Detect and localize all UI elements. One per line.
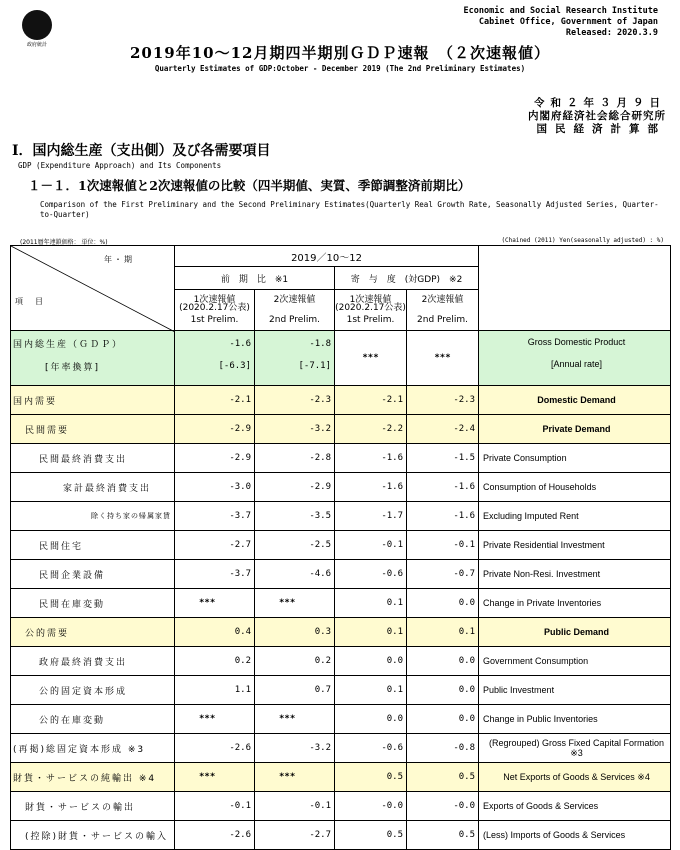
quarter-header: 2019／10～12 (175, 246, 479, 267)
second-prelim-en: 2nd Prelim. (269, 315, 320, 325)
row-value-c2: 0.1 (407, 618, 479, 647)
row-value-q1: -3.7 (175, 502, 255, 531)
row-label-en: (Regrouped) Gross Fixed Capital Formation ※3 (479, 734, 671, 763)
item-label: 項 目 (15, 297, 45, 306)
row-value-c1: -1.6 (335, 473, 407, 502)
table-row (11, 734, 671, 763)
table-row (11, 415, 671, 444)
row-label-jp: 政府最終消費支出 (11, 647, 175, 676)
gdp-label-jp: 国内総生産（ＧＤＰ） (13, 340, 124, 350)
gdp-annual-second: [-7.1] (298, 361, 331, 371)
row-label-en: Exports of Goods & Services (479, 792, 671, 821)
period-label: 年・期 (104, 255, 134, 264)
row-label-jp: (再掲)総固定資本形成 ※3 (11, 734, 175, 763)
gdp-annual-en: [Annual rate] (551, 359, 603, 369)
row-value-c1: 0.1 (335, 618, 407, 647)
row-value-q2: -0.1 (255, 792, 335, 821)
row-label-jp: (控除)財貨・サービスの輸入 (11, 821, 175, 850)
issue-date: 令和２年３月９日 (534, 97, 666, 109)
row-value-c2: -0.1 (407, 531, 479, 560)
corner-diagonal (11, 246, 175, 332)
row-value-q1: -3.0 (175, 473, 255, 502)
first-prelim-date: (2020.2.17公表) (179, 303, 250, 313)
row-label-en: Private Consumption (479, 444, 671, 473)
row-value-q2: 0.3 (255, 618, 335, 647)
row-value-q1: -2.6 (175, 734, 255, 763)
section-heading-en: GDP (Expenditure Approach) and Its Components (18, 161, 222, 170)
gdp-contrib-first: *** (335, 331, 407, 386)
row-label-jp: 民間住宅 (11, 531, 175, 560)
issuer-org: 内閣府経済社会総合研究所 (528, 110, 666, 122)
row-label-en: Public Demand (479, 618, 671, 647)
row-label-jp: 家計最終消費支出 (11, 473, 175, 502)
row-value-q2: -2.3 (255, 386, 335, 415)
unit-note-en: (Chained (2011) Yen(seasonally adjusted) : %) (501, 237, 664, 244)
row-label-en: Net Exports of Goods & Services ※4 (479, 763, 671, 792)
first-prelim-contrib-header (335, 290, 407, 331)
second-prelim-en: 2nd Prelim. (417, 315, 468, 325)
row-value-c1: -0.0 (335, 792, 407, 821)
row-label-jp: 民間企業設備 (11, 560, 175, 589)
table-row (11, 676, 671, 705)
row-value-q2: -3.5 (255, 502, 335, 531)
row-label-en: Consumption of Households (479, 473, 671, 502)
row-value-c2: -0.0 (407, 792, 479, 821)
logo-caption: 政府統計 (26, 42, 47, 48)
row-value-c2: -1.6 (407, 473, 479, 502)
row-value-q2: 0.2 (255, 647, 335, 676)
table-row (11, 618, 671, 647)
row-value-c1: -0.6 (335, 734, 407, 763)
first-prelim-jp: 1次速報値 (193, 295, 236, 305)
row-label-jp: 除く持ち家の帰属家賃 (11, 502, 175, 531)
row-value-q1: *** (175, 589, 255, 618)
row-value-c2: -2.4 (407, 415, 479, 444)
row-value-c1: 0.1 (335, 676, 407, 705)
gdp-second-prelim (255, 331, 335, 386)
row-value-q1: -2.7 (175, 531, 255, 560)
table-row (11, 531, 671, 560)
row-label-en: Change in Private Inventories (479, 589, 671, 618)
row-value-q1: -0.1 (175, 792, 255, 821)
row-value-q2: -2.8 (255, 444, 335, 473)
first-prelim-date: (2020.2.17公表) (335, 303, 406, 313)
contribution-header: 寄 与 度 (対GDP) ※2 (335, 267, 479, 290)
row-value-c2: -2.3 (407, 386, 479, 415)
second-prelim-header (255, 290, 335, 331)
table-row (11, 647, 671, 676)
row-value-c2: -0.7 (407, 560, 479, 589)
row-value-c2: 0.0 (407, 589, 479, 618)
row-value-c1: 0.5 (335, 821, 407, 850)
issuer-block (528, 97, 666, 136)
page-subtitle: Quarterly Estimates of GDP:October - December 2019 (The 2nd Preliminary Estimates) (154, 64, 526, 73)
first-prelim-en: 1st Prelim. (190, 315, 239, 325)
row-label-en: Private Non-Resi. Investment (479, 560, 671, 589)
row-value-q1: *** (175, 705, 255, 734)
row-value-c2: 0.0 (407, 676, 479, 705)
gdp-en: Gross Domestic Product (527, 337, 626, 347)
table-row (11, 386, 671, 415)
row-value-c1: 0.5 (335, 763, 407, 792)
row-value-q2: 0.7 (255, 676, 335, 705)
gdp-qoq-first: -1.6 (229, 339, 251, 349)
second-prelim-jp: 2次速報値 (273, 295, 316, 305)
row-value-q1: -2.9 (175, 415, 255, 444)
row-label-jp: 財貨・サービスの輸出 (11, 792, 175, 821)
row-value-c2: 0.5 (407, 821, 479, 850)
row-value-q1: -2.6 (175, 821, 255, 850)
row-label-en: Domestic Demand (479, 386, 671, 415)
row-label-jp: 公的固定資本形成 (11, 676, 175, 705)
row-label-jp: 民間需要 (11, 415, 175, 444)
table-corner (11, 246, 175, 331)
row-value-q2: -2.9 (255, 473, 335, 502)
row-label-en: (Less) Imports of Goods & Services (479, 821, 671, 850)
row-value-q2: -2.5 (255, 531, 335, 560)
gdp-label (11, 331, 175, 386)
table-row (11, 502, 671, 531)
first-prelim-header (175, 290, 255, 331)
en-header-blank (479, 246, 671, 331)
row-label-en: Excluding Imputed Rent (479, 502, 671, 531)
page-title: 2019年10～12月期四半期別ＧＤＰ速報 （２次速報値） (130, 44, 550, 62)
row-label-en: Public Investment (479, 676, 671, 705)
row-value-q2: -3.2 (255, 415, 335, 444)
table-row (11, 444, 671, 473)
row-value-c2: 0.5 (407, 763, 479, 792)
row-value-c2: -1.6 (407, 502, 479, 531)
qoq-header: 前 期 比 ※1 (175, 267, 335, 290)
row-value-c1: 0.1 (335, 589, 407, 618)
row-value-c1: -1.7 (335, 502, 407, 531)
gdp-annual-first: [-6.3] (218, 361, 251, 371)
row-value-q1: -2.9 (175, 444, 255, 473)
row-label-en: Change in Public Inventories (479, 705, 671, 734)
table-row (11, 821, 671, 850)
table-row (11, 560, 671, 589)
gdp-annual-label: [年率換算] (45, 363, 101, 373)
gdp-row (11, 331, 671, 386)
row-label-en: Private Demand (479, 415, 671, 444)
row-value-q1: 0.2 (175, 647, 255, 676)
row-value-c1: 0.0 (335, 647, 407, 676)
row-value-c2: -1.5 (407, 444, 479, 473)
issuer-dept: 国民経済計算部 (536, 123, 666, 135)
first-prelim-en: 1st Prelim. (346, 315, 395, 325)
row-value-q1: *** (175, 763, 255, 792)
row-label-jp: 民間最終消費支出 (11, 444, 175, 473)
row-value-q2: -3.2 (255, 734, 335, 763)
gdp-first-prelim (175, 331, 255, 386)
table-row (11, 589, 671, 618)
row-value-c1: -1.6 (335, 444, 407, 473)
row-value-c2: 0.0 (407, 647, 479, 676)
government-statistics-logo-icon (22, 10, 52, 40)
row-value-q1: 1.1 (175, 676, 255, 705)
gdp-label-en (479, 331, 671, 386)
subsection-heading-en: Comparison of the First Preliminary and the Second Preliminary Estimates(Quarterly Real Growth Rate, Seasonally Adjusted Series, Quarter-to-Quarter) (40, 200, 659, 219)
row-value-q1: 0.4 (175, 618, 255, 647)
release-date: Released: 2020.3.9 (565, 28, 658, 38)
gdp-comparison-table (10, 245, 671, 850)
gdp-qoq-second: -1.8 (309, 339, 331, 349)
row-value-c1: 0.0 (335, 705, 407, 734)
row-value-q2: *** (255, 763, 335, 792)
row-value-c1: -0.6 (335, 560, 407, 589)
institute-line: Cabinet Office, Government of Japan (478, 17, 658, 27)
row-value-c1: -0.1 (335, 531, 407, 560)
row-value-q2: -2.7 (255, 821, 335, 850)
row-label-jp: 公的需要 (11, 618, 175, 647)
row-label-en: Government Consumption (479, 647, 671, 676)
institute-line: Economic and Social Research Institute (463, 6, 658, 16)
row-value-q1: -2.1 (175, 386, 255, 415)
row-value-q1: -3.7 (175, 560, 255, 589)
section-heading: Ⅰ．国内総生産（支出側）及び各需要項目 (12, 143, 271, 159)
second-prelim-contrib-header (407, 290, 479, 331)
row-value-c2: -0.8 (407, 734, 479, 763)
row-value-q2: -4.6 (255, 560, 335, 589)
table-row (11, 763, 671, 792)
gdp-contrib-second: *** (407, 331, 479, 386)
row-value-q2: *** (255, 589, 335, 618)
institute-block (464, 6, 658, 39)
second-prelim-jp: 2次速報値 (421, 295, 464, 305)
table-row (11, 473, 671, 502)
row-value-c2: 0.0 (407, 705, 479, 734)
row-label-jp: 国内需要 (11, 386, 175, 415)
unit-note-jp: (2011暦年連鎖価格： 単位：%) (20, 239, 108, 246)
row-label-jp: 財貨・サービスの純輸出 ※4 (11, 763, 175, 792)
table-row (11, 705, 671, 734)
row-value-q2: *** (255, 705, 335, 734)
row-label-en: Private Residential Investment (479, 531, 671, 560)
row-value-c1: -2.2 (335, 415, 407, 444)
table-row (11, 792, 671, 821)
row-label-jp: 公的在庫変動 (11, 705, 175, 734)
row-value-c1: -2.1 (335, 386, 407, 415)
subsection-heading: １－１．1次速報値と2次速報値の比較（四半期値、実質、季節調整済前期比） (28, 178, 471, 193)
row-label-jp: 民間在庫変動 (11, 589, 175, 618)
first-prelim-jp: 1次速報値 (349, 295, 392, 305)
